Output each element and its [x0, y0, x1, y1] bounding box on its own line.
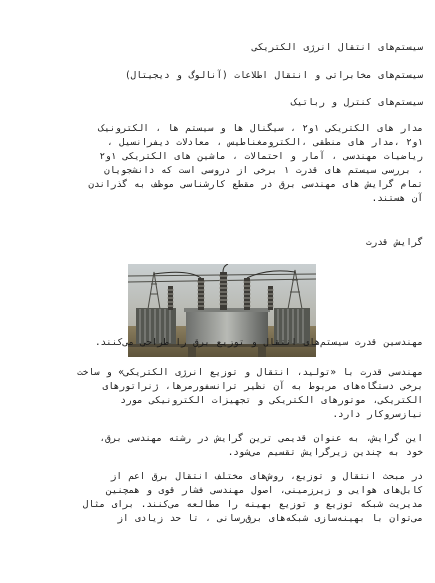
paragraph-line: برخی دستگاه‌های مربوط به آن نظیر ترانسفورمرها، ژنراتورهای [102, 381, 423, 392]
paragraph-line: مهندسین قدرت سیستم‌های انتقال و توزیع برق را طراحی می‌کنند. [94, 337, 423, 348]
heading-power-transmission: سیستم‌های انتقال انرژی الکتریکی [252, 42, 423, 53]
paragraph-line: تمام گرایش های مهندسی برق در مقطع کارشناسی موظف به گذراندن [88, 179, 423, 190]
paragraph-line: مدیریت شبکه توزیع و توزیع بهینه را مطالعه می‌کنند. برای مثال [82, 499, 423, 510]
paragraph-line: نیازسروکار دارد. [332, 409, 423, 420]
paragraph-line: آن هستند. [371, 193, 423, 204]
paragraph-line: مدار های الکتریکی ۱و۲ ، سیگنال ها و سیستم ها ، الکترونیک [98, 123, 423, 134]
paragraph-line: می‌توان با بهینه‌سازی شبکه‌های برق‌رسانی ، تا حد زیادی از [117, 513, 423, 524]
section-heading-power: گرایش قدرت [366, 237, 423, 248]
paragraph-line: ۱و۲ ،مدار های منطقی ،الکترومغناطیس ، معادلات دیفرانسیل ، [107, 137, 423, 148]
paragraph-line: الکتریکی، موتورهای الکتریکی و تجهیزات الکترونیکی مورد [120, 395, 423, 406]
paragraph-line: ریاضیات مهندسی ، آمار و احتمالات ، ماشین های الکتریکی ۱و۲ [99, 151, 423, 162]
heading-communication-systems: سیستم‌های مخابراتی و انتقال اطلاعات (آنالوگ و دیجیتال) [124, 70, 423, 81]
paragraph-line: این گرایش، به عنوان قدیمی ترین گرایش در رشته مهندسی برق، [99, 433, 423, 444]
paragraph-line: در مبحث انتقال و توزیع، روش‌های مختلف انتقال برق اعم از [110, 471, 423, 482]
paragraph-line: مهندسی قدرت با «تولید، انتقال و توزیع انرژی الکتریکی» و ساخت [77, 367, 423, 378]
paragraph-line: ، بررسی سیستم های قدرت ۱ برخی از دروسی است که دانشجویان [104, 165, 423, 176]
paragraph-line: کابل‌های هوایی و زیرزمینی، اصول مهندسی فشار قوی و همچنین [106, 485, 423, 496]
paragraph-line: خود به چندین زیرگرایش تقسیم می‌شود. [227, 447, 423, 458]
heading-control-robotics: سیستم‌های کنترل و رباتیک [291, 97, 423, 108]
